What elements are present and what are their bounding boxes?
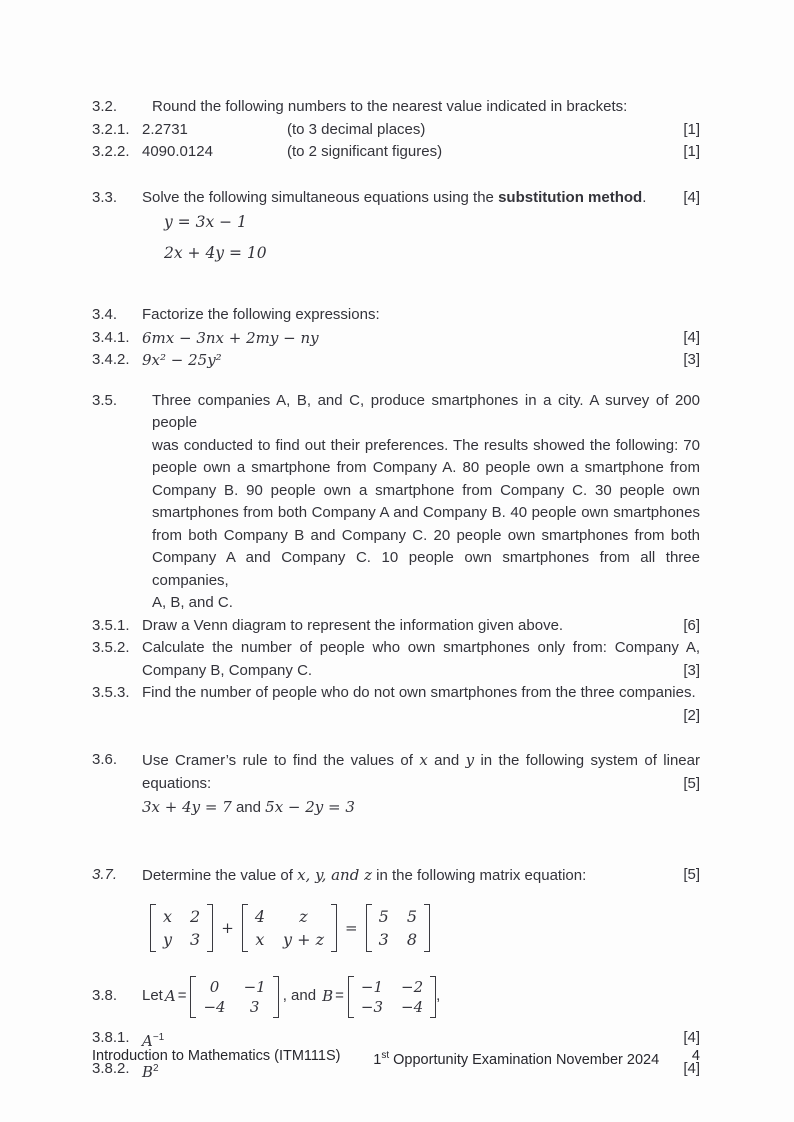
question-line: Calculate the number of people who own smartphones only from: Company A, — [142, 639, 700, 656]
expression: 9x² − 25y² — [142, 351, 222, 369]
question-number: 3.5.3. — [92, 684, 130, 701]
text-segment: in the following system of linear — [474, 752, 700, 769]
text-segment: Use Cramer’s rule to find the values of — [142, 752, 420, 769]
question-text — [142, 864, 662, 888]
number-value: 2.2731 — [142, 120, 188, 138]
matrix-cells — [358, 976, 426, 1018]
question-number: 3.4.2. — [92, 351, 130, 368]
matrix-cell: 3 — [378, 929, 389, 949]
question-number: 3.8. — [92, 987, 118, 1005]
matrix-cell: −4 — [203, 997, 226, 1016]
question-3-2-heading — [92, 96, 700, 119]
matrix-cell: −4 — [401, 997, 424, 1016]
question-number: 3.4.1. — [92, 328, 130, 346]
text-segment: , and — [282, 987, 317, 1005]
matrix-bracket-right — [331, 904, 337, 952]
matrix-2 — [242, 904, 337, 952]
equation-line — [142, 795, 700, 820]
question-paragraph — [142, 390, 700, 615]
number-value: 4090.0124 — [142, 143, 213, 160]
matrix-cell: 0 — [209, 977, 220, 996]
question-line: Company B, Company C. — [142, 661, 313, 679]
math-var: A — [142, 1031, 153, 1050]
marks-badge: [6] — [683, 616, 700, 634]
matrix-cells — [200, 976, 268, 1018]
text-segment: in the following matrix equation: — [371, 867, 587, 884]
equation-2: 2x + 4y = 10 — [164, 244, 267, 262]
footer-ordinal-suffix: st — [381, 1050, 390, 1061]
text-segment: and — [427, 752, 466, 769]
paragraph-line: people own a smartphone from Company A. 80 people own a smartphone from — [152, 459, 700, 476]
marks-badge: [5] — [683, 774, 700, 792]
footer-exam-rest: Opportunity Examination November 2024 — [389, 1051, 660, 1068]
question-3-2-1 — [92, 119, 700, 142]
question-3-6 — [92, 749, 700, 820]
question-3-5 — [92, 390, 700, 615]
question-3-3-heading — [92, 187, 700, 210]
matrix-cells — [160, 904, 203, 952]
bold-text: substitution method — [498, 188, 643, 206]
paragraph-line: was conducted to find out their preferences. The results showed the following: 70 — [152, 436, 700, 454]
question-3-5-2 — [92, 637, 700, 682]
question-text: Draw a Venn diagram to represent the information given above. — [142, 616, 564, 634]
equals-operator: = — [345, 918, 358, 937]
matrix-cell: 3 — [190, 929, 201, 949]
question-number: 3.2.2. — [92, 143, 130, 160]
matrix-bracket-left — [348, 976, 354, 1018]
exponent: 2 — [153, 1062, 159, 1074]
marks-badge: [4] — [683, 1028, 700, 1046]
matrix-cell: 4 — [254, 906, 265, 926]
matrix-cell: y — [163, 929, 173, 949]
paragraph-line: from both Company B and Company C. 20 people own smartphones from both — [152, 526, 700, 544]
paragraph-line: Three companies A, B, and C, produce smartphones in a city. A survey of 200 people — [152, 391, 700, 431]
marks-badge: [1] — [683, 120, 700, 138]
matrix-cell: 8 — [406, 929, 417, 949]
equation-a: 3x + 4y = 7 — [142, 798, 232, 816]
matrix-bracket-left — [366, 904, 372, 952]
marks-badge: [3] — [683, 351, 700, 368]
matrix-cells — [252, 904, 327, 952]
question-body — [142, 119, 662, 142]
matrix-cell: 5 — [378, 906, 389, 926]
matrix-cell: −1 — [243, 977, 266, 996]
marks-badge: [1] — [683, 143, 700, 160]
footer-exam-title — [373, 1046, 659, 1070]
paragraph-line: Company A and Company C. 10 people own smartphones from all three companies, — [152, 549, 700, 589]
text-segment: Determine the value of — [142, 867, 298, 884]
paragraph-line: smartphones from both Company A and Company B. 40 people own smartphones — [152, 504, 700, 521]
question-line — [142, 749, 700, 773]
marks-badge: [3] — [683, 661, 700, 679]
question-text: Factorize the following expressions: — [142, 306, 380, 323]
question-3-5-3 — [92, 682, 700, 727]
question-number: 3.8.1. — [92, 1028, 130, 1046]
question-number: 3.2. — [92, 98, 118, 115]
paragraph-line: Company B. 90 people own a smartphone from Company C. 30 people own — [152, 481, 700, 499]
question-number: 3.6. — [92, 751, 118, 768]
question-number: 3.3. — [92, 188, 118, 206]
question-3-7-heading — [92, 864, 700, 888]
question-number: 3.5. — [92, 391, 118, 409]
matrix-cell: y + z — [283, 929, 325, 949]
question-line-with-marks — [142, 660, 700, 683]
footer-page-number: 4 — [691, 1048, 700, 1064]
expression: 6mx − 3nx + 2my − ny — [142, 328, 319, 347]
math-vars: x, y, and z — [297, 866, 372, 884]
matrix-cell: 5 — [406, 906, 417, 926]
matrix-equation — [150, 904, 700, 952]
question-text: Round the following numbers to the nearest value indicated in brackets: — [152, 98, 628, 115]
matrix-cell: −1 — [360, 977, 384, 996]
matrix-cell: −3 — [360, 997, 384, 1016]
exponent: −1 — [152, 1031, 165, 1043]
marks-badge: [4] — [683, 188, 700, 206]
matrix-3 — [366, 904, 430, 952]
equation-b: 5x − 2y = 3 — [265, 798, 355, 816]
matrix-bracket-right — [424, 904, 430, 952]
question-body — [142, 749, 700, 820]
matrix-cell: 3 — [249, 997, 260, 1016]
question-number: 3.4. — [92, 306, 118, 323]
question-number: 3.5.1. — [92, 616, 130, 634]
marks-badge: [5] — [683, 866, 700, 883]
math-var-B: B — [322, 987, 334, 1006]
question-3-4-1 — [92, 327, 700, 350]
matrix-B — [348, 976, 436, 1018]
question-line: equations: — [142, 774, 212, 792]
question-body — [142, 976, 700, 1018]
matrix-bracket-left — [242, 904, 248, 952]
question-number: 3.7. — [92, 866, 118, 883]
matrix-A — [190, 976, 278, 1018]
question-3-2-2 — [92, 141, 700, 164]
paragraph-line: A, B, and C. — [152, 594, 233, 611]
question-body — [142, 682, 700, 727]
trailing-comma: , — [436, 987, 441, 1005]
question-number: 3.2.1. — [92, 120, 130, 138]
text-segment: Let — [142, 987, 163, 1005]
question-text — [142, 187, 662, 210]
math-var: B — [142, 1062, 154, 1081]
equals-sign: = — [335, 987, 344, 1005]
matrix-bracket-left — [190, 976, 196, 1018]
page-footer — [92, 1046, 700, 1070]
question-number: 3.5.2. — [92, 639, 130, 656]
footer-exam-number: 1 — [373, 1051, 382, 1068]
math-var-y: y — [465, 751, 475, 769]
question-body — [142, 637, 700, 682]
and-word: and — [231, 799, 266, 816]
marks-badge: [4] — [683, 1059, 700, 1077]
question-number: 3.8.2. — [92, 1059, 130, 1077]
question-line: Find the number of people who do not own smartphones from the three companies. — [142, 684, 696, 701]
equals-sign: = — [177, 987, 187, 1005]
plus-operator: + — [221, 918, 234, 937]
equation-1: y = 3x − 1 — [164, 213, 247, 231]
marks-badge: [2] — [683, 706, 700, 724]
question-3-4-2 — [92, 349, 700, 372]
matrix-cell: x — [163, 906, 173, 926]
marks-badge: [4] — [683, 328, 700, 346]
question-3-4-heading — [92, 304, 700, 327]
matrix-cells — [376, 904, 420, 952]
math-var-x: x — [419, 751, 428, 769]
matrix-cell: x — [255, 929, 265, 949]
matrix-cell: 2 — [190, 906, 201, 926]
math-var-A: A — [164, 987, 176, 1006]
question-3-8-heading — [92, 976, 700, 1018]
rounding-note: (to 3 decimal places) — [287, 120, 426, 138]
text-segment: . — [642, 188, 647, 206]
question-line-with-marks — [142, 773, 700, 796]
question-3-5-1 — [92, 615, 700, 638]
matrix-bracket-left — [150, 904, 156, 952]
footer-course-title: Introduction to Mathematics (ITM111S) — [92, 1048, 341, 1064]
question-body — [142, 141, 662, 164]
rounding-note: (to 2 significant figures) — [287, 143, 443, 160]
matrix-1 — [150, 904, 213, 952]
matrix-bracket-right — [207, 904, 213, 952]
matrix-cell: z — [299, 906, 308, 926]
text-segment: Solve the following simultaneous equations using the — [142, 188, 499, 206]
matrix-cell: −2 — [401, 977, 424, 996]
matrix-bracket-right — [273, 976, 279, 1018]
